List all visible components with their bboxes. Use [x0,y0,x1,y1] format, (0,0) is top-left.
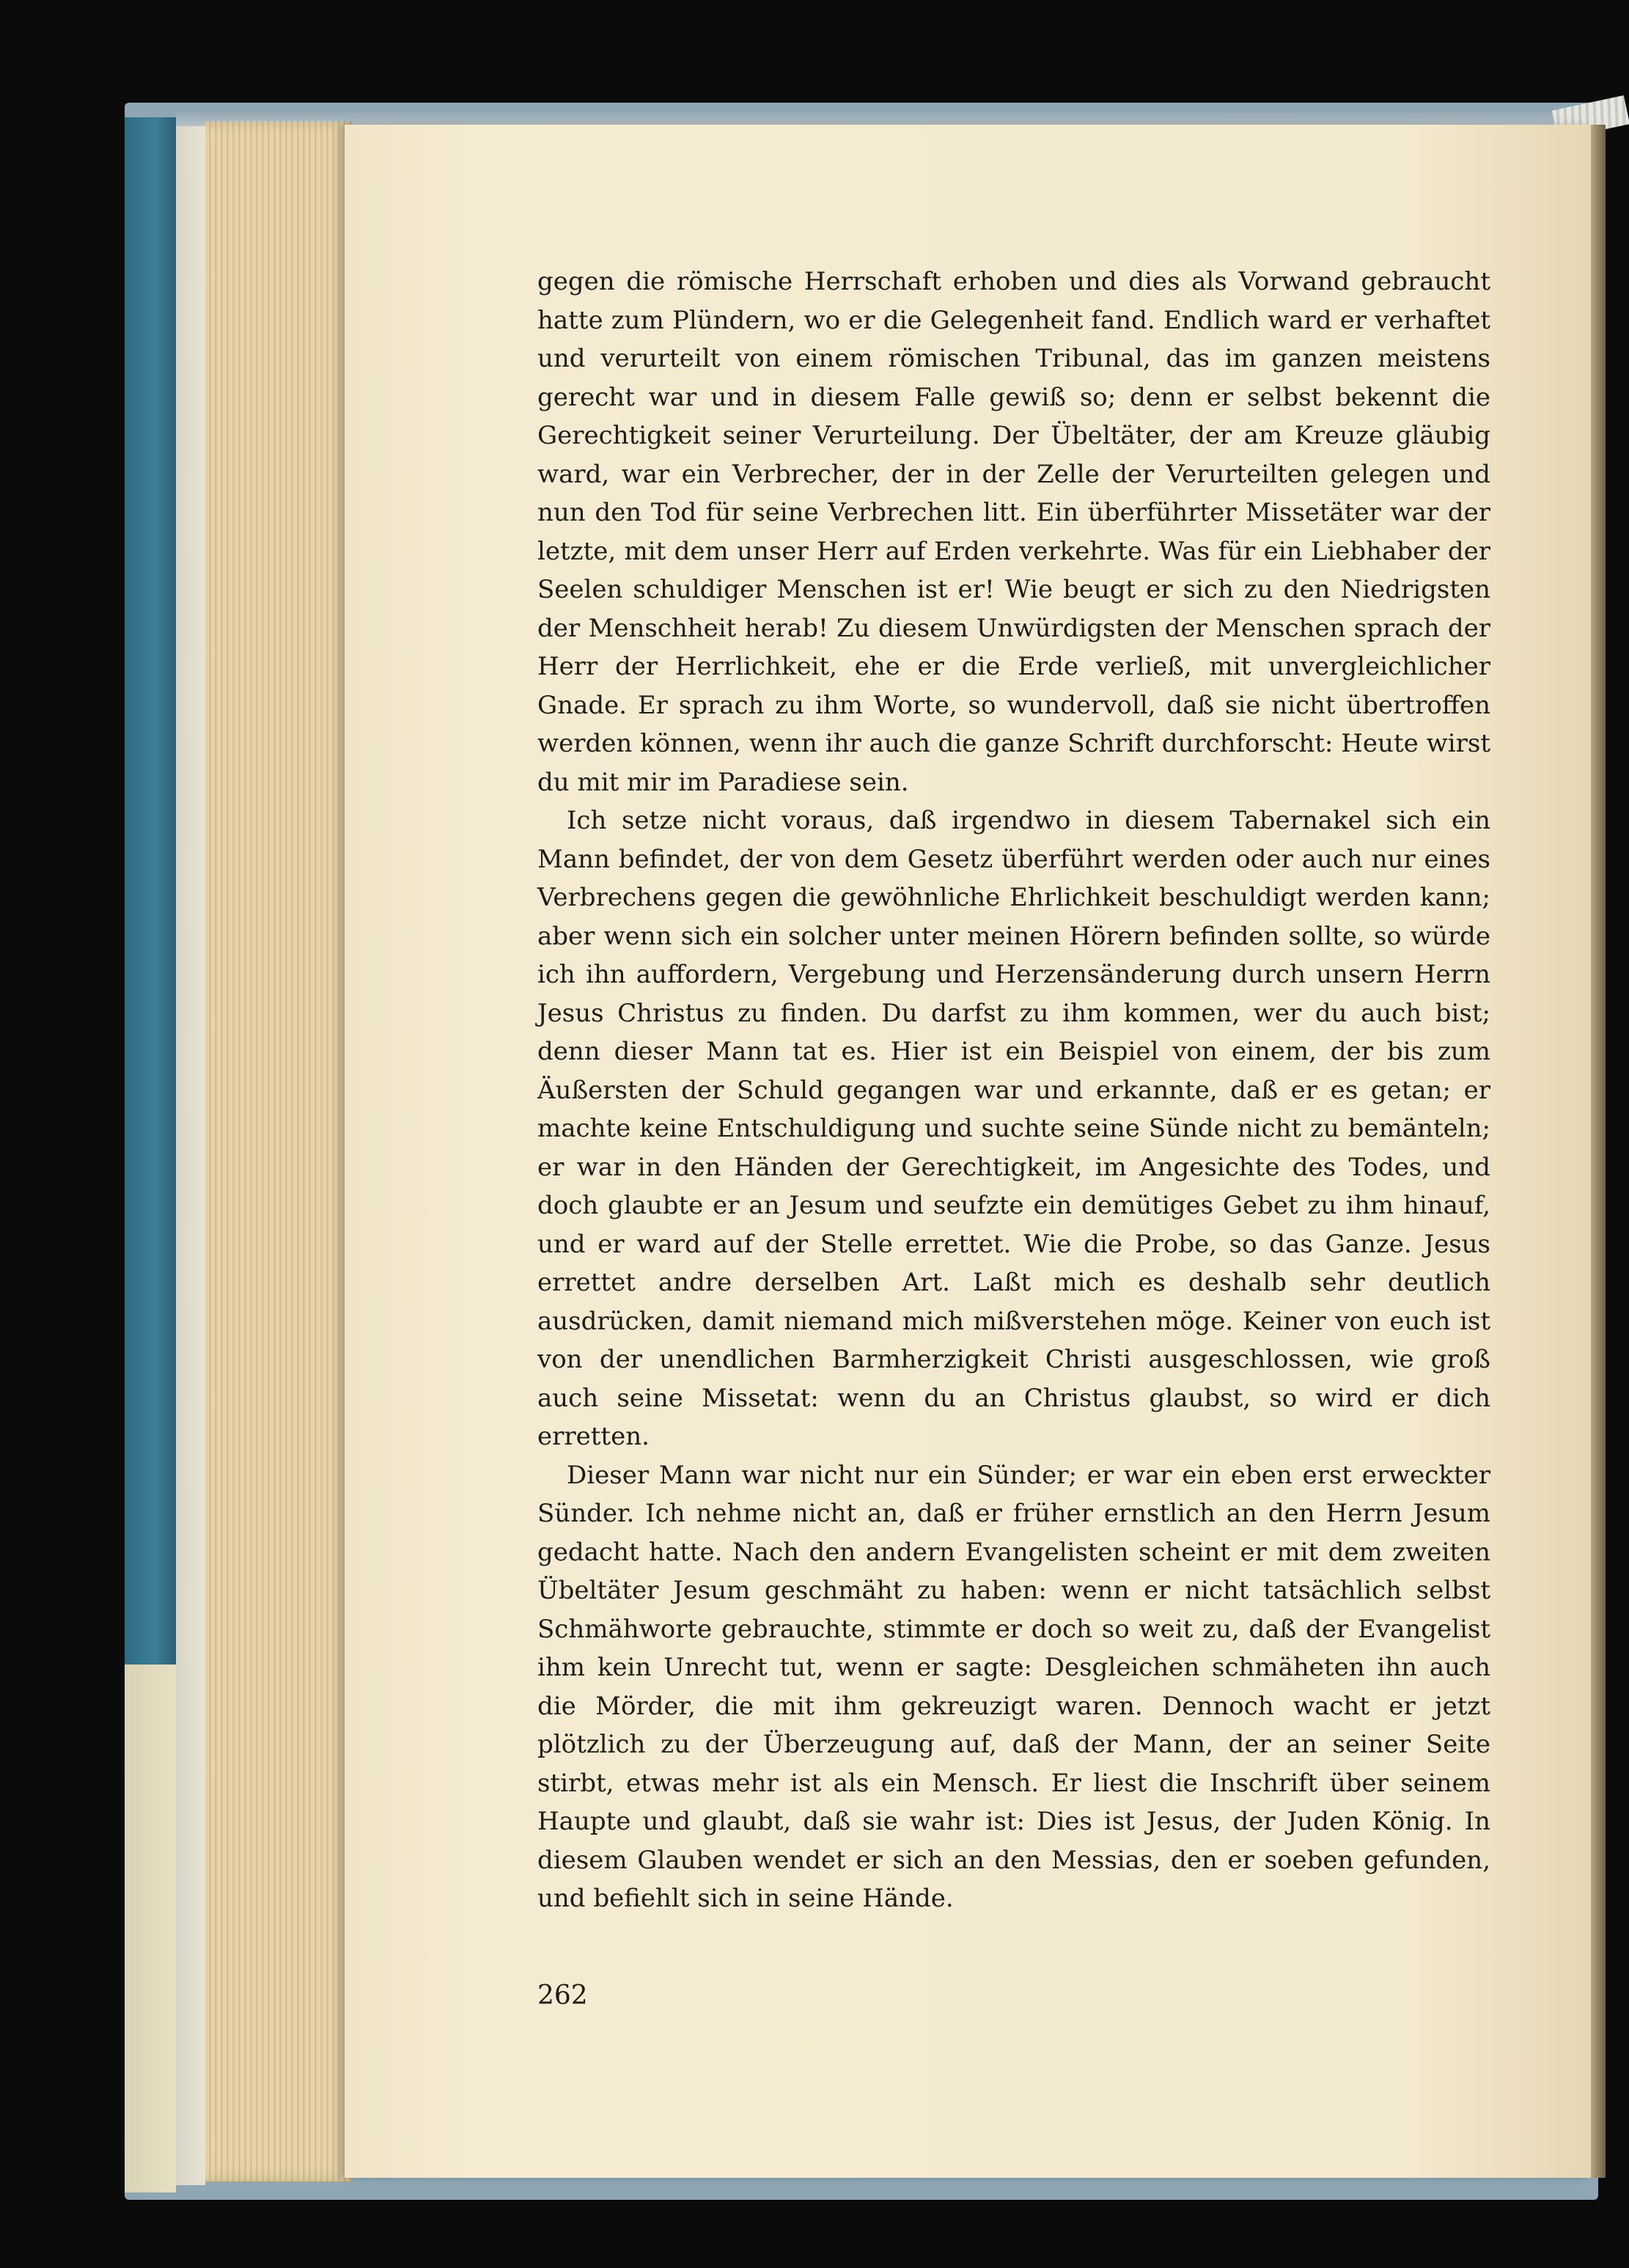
page-gutter [1591,125,1606,2178]
book-top-edge [176,110,1598,126]
book-spine-lower [125,1665,176,2192]
paragraph-2: Ich setze nicht voraus, daß irgendwo in diesem Tabernakel sich ein Mann befindet, der von dem Gesetz überführt werden oder auch nur eines Verbrechens gegen die gewöhnliche Ehrlichkeit beschuldigt werden kann; aber wenn sich ein solcher unter meinen Hörern befinden sollte, so würde ich ihn auffordern, Vergebung und Herzensänderung durch unsern Herrn Jesus Christus zu finden. Du darfst zu ihm kommen, wer du auch bist; denn dieser Mann tat es. Hier ist ein Beispiel von einem, der bis zum Äußersten der Schuld gegangen war und erkannte, daß er es getan; er machte keine Entschuldigung und suchte seine Sünde nicht zu bemänteln; er war in den Händen der Gerechtigkeit, im Angesichte des Todes, und doch glaubte er an Jesum und seufzte ein demütiges Gebet zu ihm hinauf, und er ward auf der Stelle errettet. Wie die Probe, so das Ganze. Jesus errettet andre derselben Art. Laßt mich es deshalb sehr deutlich ausdrücken, damit niemand mich mißverstehen möge. Keiner von euch ist von der unendlichen Barmherzigkeit Christi ausgeschlossen, wie groß auch seine Missetat: wenn du an Christus glaubst, so wird er dich erretten. [537,806,1490,1451]
page-text [537,263,1490,2015]
paragraph-1: gegen die römische Herrschaft erhoben und dies als Vorwand gebraucht hatte zum Plündern, wo er die Gelegenheit fand. Endlich ward er verhaftet und verurteilt von einem römischen Tribunal, das im ganzen meistens gerecht war und in diesem Falle gewiß so; denn er selbst bekennt die Gerechtigkeit seiner Verurteilung. Der Übeltäter, der am Kreuze gläubig ward, war ein Verbrecher, der in der Zelle der Verurteilten gelegen und nun den Tod für seine Verbrechen litt. Ein überführter Missetäter war der letzte, mit dem unser Herr auf Erden verkehrte. Was für ein Liebhaber der Seelen schuldiger Menschen ist er! Wie beugt er sich zu den Niedrigsten der Menschheit herab! Zu diesem Unwürdigsten der Menschen sprach der Herr der Herrlichkeit, ehe er die Erde verließ, mit unvergleichlicher Gnade. Er sprach zu ihm Worte, so wundervoll, daß sie nicht übertroffen werden können, wenn ihr auch die ganze Schrift durchforscht: Heute wirst du mit mir im Paradiese sein. [537,267,1490,797]
book-board [176,125,205,2185]
book-spine [125,117,176,1672]
paragraph-3: Dieser Mann war nicht nur ein Sünder; er war ein eben erst erweckter Sünder. Ich nehme nicht an, daß er früher ernstlich an den Herrn Jesum gedacht hatte. Nach den andern Evangelisten scheint er mit dem zweiten Übeltäter Jesum geschmäht zu haben: wenn er nicht tatsächlich selbst Schmähworte gebrauchte, stimmte er doch so weit zu, daß der Evangelist ihm kein Unrecht tut, wenn er sagte: Desgleichen schmäheten ihn auch die Mörder, die mit ihm gekreuzigt waren. Dennoch wacht er jetzt plötzlich zu der Überzeugung auf, daß der Mann, der an seiner Seite stirbt, etwas mehr ist als ein Mensch. Er liest die Inschrift über seinem Haupte und glaubt, daß sie wahr ist: Dies ist Jesus, der Juden König. In diesem Glauben wendet er sich an den Messias, den er soeben gefunden, und befiehlt sich in seine Hände. [537,1460,1490,1913]
page-number: 262 [537,1980,588,2011]
page-edges [205,121,352,2181]
